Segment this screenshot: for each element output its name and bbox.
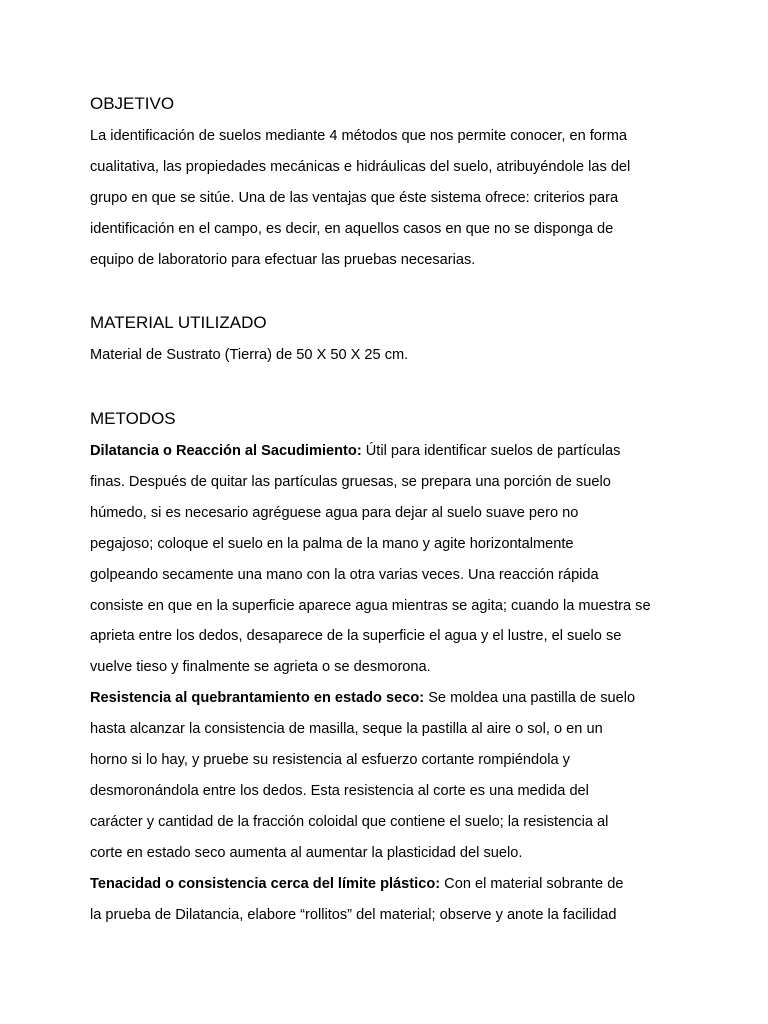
paragraph-line: La identificación de suelos mediante 4 métodos que nos permite conocer, en forma	[90, 128, 628, 144]
paragraph-line: corte en estado seco aumenta al aumentar la plasticidad del suelo.	[90, 845, 523, 861]
paragraph-line: húmedo, si es necesario agréguese agua para dejar al suelo suave pero no	[90, 505, 579, 521]
paragraph-text: Se moldea una pastilla de suelo	[424, 690, 636, 706]
method-title-tenacidad: Tenacidad o consistencia cerca del límite plástico:	[90, 876, 441, 892]
paragraph-line: Material de Sustrato (Tierra) de 50 X 50 X 25 cm.	[90, 347, 409, 363]
paragraph-line: carácter y cantidad de la fracción coloidal que contiene el suelo; la resistencia al	[90, 814, 609, 830]
method-tenacidad-first-line	[90, 875, 623, 893]
method-title-dilatancia: Dilatancia o Reacción al Sacudimiento:	[90, 443, 362, 459]
section-heading-objetivo: OBJETIVO	[90, 94, 175, 113]
paragraph-line: aprieta entre los dedos, desaparece de la superficie el agua y el lustre, el suelo se	[90, 628, 622, 644]
paragraph-text: Con el material sobrante de	[440, 876, 624, 892]
paragraph-line: finas. Después de quitar las partículas gruesas, se prepara una porción de suelo	[90, 474, 611, 490]
paragraph-line: identificación en el campo, es decir, en aquellos casos en que no se disponga de	[90, 221, 614, 237]
method-resistencia-first-line	[90, 689, 635, 707]
paragraph-line: la prueba de Dilatancia, elabore “rollitos” del material; observe y anote la facilidad	[90, 907, 617, 923]
paragraph-line: golpeando secamente una mano con la otra varias veces. Una reacción rápida	[90, 567, 599, 583]
section-heading-metodos: METODOS	[90, 409, 176, 428]
paragraph-line: hasta alcanzar la consistencia de masilla, seque la pastilla al aire o sol, o en un	[90, 721, 603, 737]
paragraph-line: equipo de laboratorio para efectuar las pruebas necesarias.	[90, 252, 476, 268]
paragraph-line: vuelve tieso y finalmente se agrieta o se desmorona.	[90, 659, 431, 675]
method-title-resistencia: Resistencia al quebrantamiento en estado seco:	[90, 690, 425, 706]
method-dilatancia-first-line	[90, 442, 620, 460]
paragraph-line: grupo en que se sitúe. Una de las ventajas que éste sistema ofrece: criterios para	[90, 190, 619, 206]
paragraph-line: desmoronándola entre los dedos. Esta resistencia al corte es una medida del	[90, 783, 589, 799]
paragraph-line: horno si lo hay, y pruebe su resistencia al esfuerzo cortante rompiéndola y	[90, 752, 570, 768]
section-heading-material: MATERIAL UTILIZADO	[90, 313, 267, 332]
paragraph-text: Útil para identificar suelos de partículas	[361, 443, 621, 459]
paragraph-line: pegajoso; coloque el suelo en la palma de la mano y agite horizontalmente	[90, 536, 574, 552]
paragraph-line: consiste en que en la superficie aparece agua mientras se agita; cuando la muestra se	[90, 598, 651, 614]
paragraph-line: cualitativa, las propiedades mecánicas e hidráulicas del suelo, atribuyéndole las del	[90, 159, 631, 175]
